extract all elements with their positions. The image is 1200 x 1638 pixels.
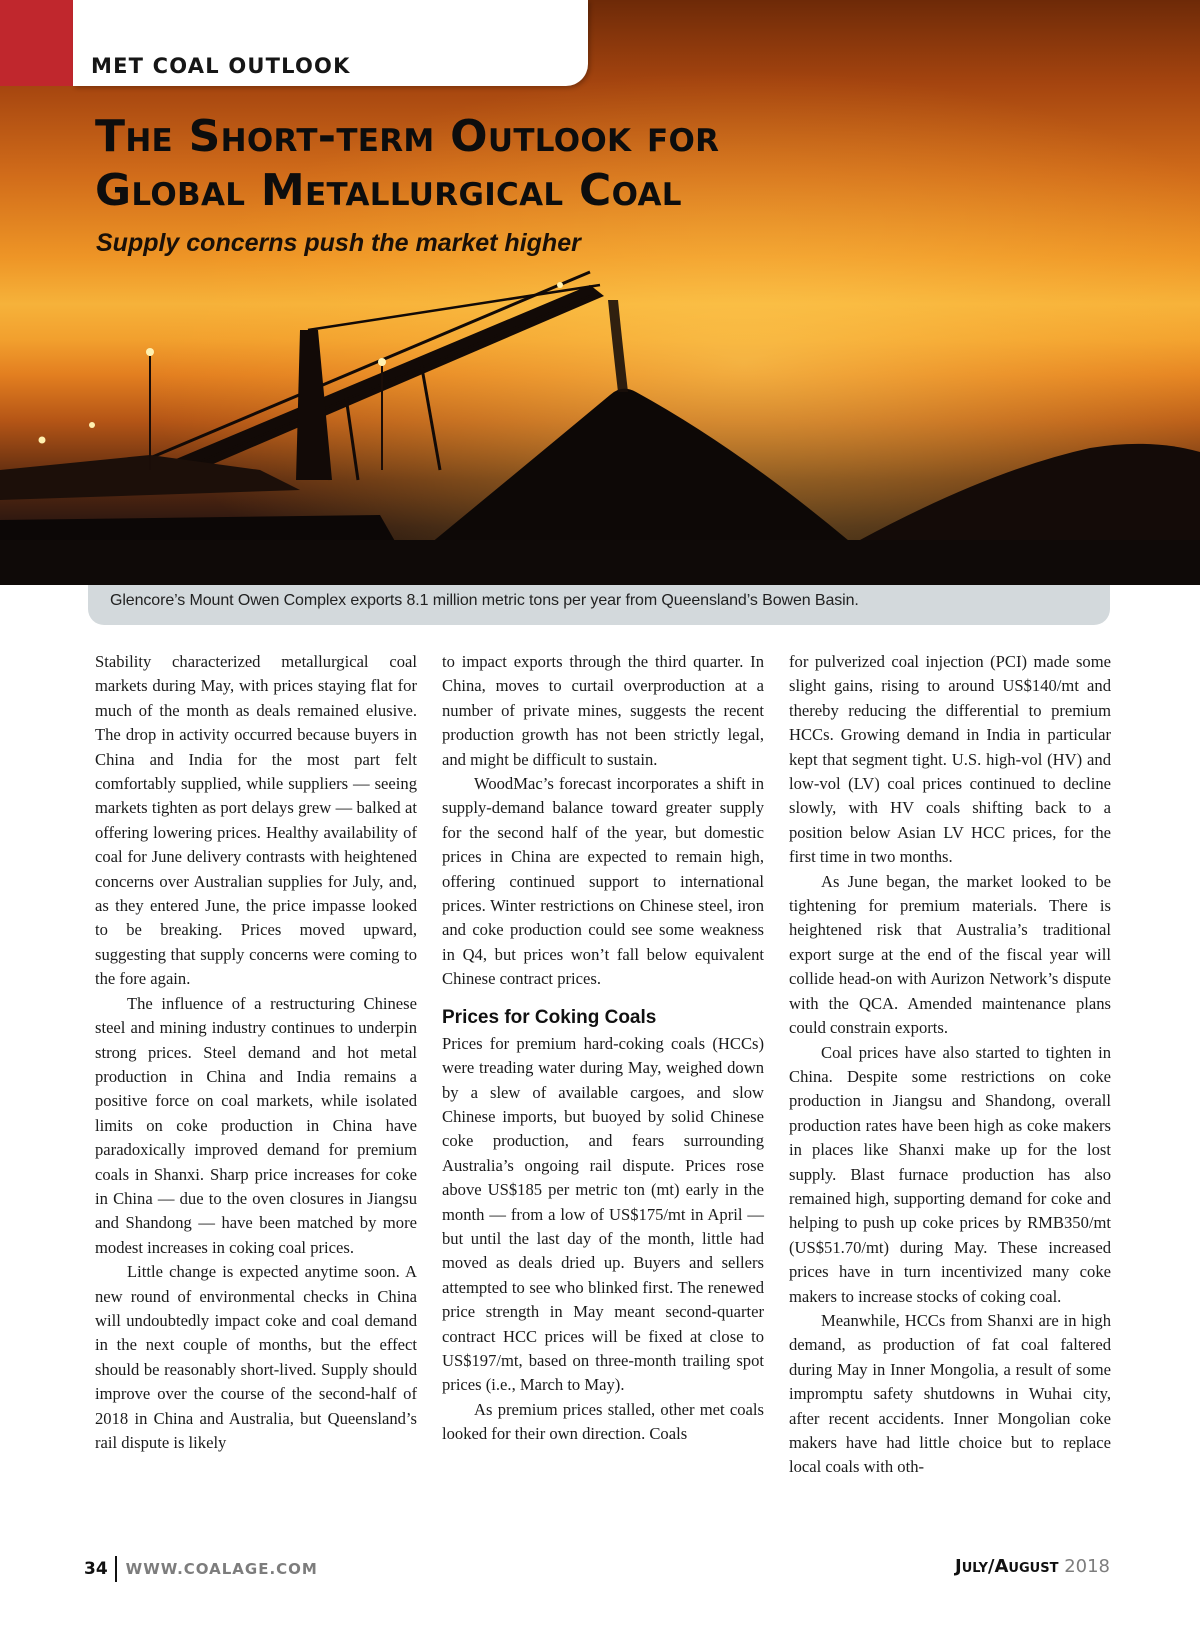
paragraph: The influence of a restructuring Chinese steel and mining industry continues to underpin strong prices. Steel demand and hot metal production in China and India remains a positive force on coal markets, while isolated limits on coke production in China have paradoxically improved demand for premium coals in Shanxi. Sharp price increases for coke in China — due to the oven closures in Jiangsu and Shandong — have been matched by more modest increases in coking coal prices. xyxy=(95,993,417,1257)
article-title: The Short-term Outlook for Global Metallurgical Coal xyxy=(95,111,720,216)
footer-divider xyxy=(115,1556,117,1582)
article-column-1 xyxy=(95,650,417,1455)
page-footer-left xyxy=(84,1556,318,1582)
paragraph: WoodMac’s forecast incorporates a shift in supply-demand balance toward greater supply for the second half of the year, but domestic prices in China are expected to remain high, offering continued support to international prices. Winter restrictions on Chinese steel, iron and coke production could see some weakness in Q4, but prices won’t fall below equivalent Chinese contract prices. xyxy=(442,774,764,989)
article-subtitle: Supply concerns push the market higher xyxy=(96,229,581,257)
section-label: MET COAL OUTLOOK xyxy=(91,54,351,78)
paragraph: Coal prices have also started to tighten in China. Despite some restrictions on coke production in Jiangsu and Shandong, overall production rates have been high as coke makers in places like Shanxi make up for the lost supply. Blast furnace production has also remained high, supporting demand for coke and helping to push up coke prices by RMB350/mt (US$51.70/mt) during May. These increased prices have in turn incentivized many coke makers to increase stocks of coking coal. xyxy=(789,1042,1111,1306)
section-color-tab xyxy=(0,0,73,86)
hero-photo xyxy=(0,0,1200,585)
issue-label: July/August xyxy=(955,1556,1059,1577)
paragraph: Meanwhile, HCCs from Shanxi are in high demand, as production of fat coal faltered during May in Inner Mongolia, a result of some impromptu safety shutdowns in Wuhai city, after recent accidents. Inner Mongolian coke makers have had little choice but to replace local coals with oth- xyxy=(789,1310,1111,1477)
paragraph: Stability characterized metallurgical coal markets during May, with prices staying flat for much of the month as deals remained elusive. The drop in activity occurred because buyers in China and India for the most part felt comfortably supplied, while suppliers — seeing markets tighten as port delays grew — balked at offering lowering prices. Healthy availability of coal for June delivery contrasts with heightened concerns over Australian supplies for July, and, as they entered June, the price impasse looked to be breaking. Prices moved upward, suggesting that supply concerns were coming to the fore again. xyxy=(95,652,417,989)
paragraph: for pulverized coal injection (PCI) made some slight gains, rising to around US$140/mt and thereby reducing the differential to premium HCCs. Growing demand in India in particular kept that segment tight. U.S. high-vol (HV) and low-vol (LV) coal prices continued to decline slowly, with HV coals shifting back to a position below Asian LV HCC prices, for the first time in two months. xyxy=(789,652,1111,867)
paragraph: As premium prices stalled, other met coals looked for their own direction. Coals xyxy=(442,1399,764,1444)
issue-year: 2018 xyxy=(1064,1556,1110,1577)
section-heading: Prices for Coking Coals xyxy=(442,1006,657,1028)
paragraph: Prices for premium hard-coking coals (HCCs) were treading water during May, weighed down by a slew of available cargoes, and slow Chinese imports, but buoyed by solid Chinese coke production, and fears surrounding Australia’s ongoing rail dispute. Prices rose above US$185 per metric ton (mt) early in the month — from a low of US$175/mt in April — but until the last day of the month, little had moved as deals dried up. Buyers and sellers attempted to see who blinked first. The renewed price strength in May meant second-quarter contract HCC prices will be fixed at close to US$197/mt, based on three-month trailing spot prices (i.e., March to May). xyxy=(442,1033,764,1395)
paragraph: to impact exports through the third quarter. In China, moves to curtail overproduction at a number of private mines, suggests the recent production growth has not been strictly legal, and might be difficult to sustain. xyxy=(442,652,764,769)
photo-caption-bar xyxy=(88,585,1110,625)
coal-stockpile-conveyor-illustration xyxy=(0,0,1200,585)
paragraph: As June began, the market looked to be tightening for premium materials. There is heightened risk that Australia’s traditional export surge at the end of the fiscal year will collide head-on with Aurizon Network’s dispute with the QCA. Amended maintenance plans could constrain exports. xyxy=(789,871,1111,1038)
article-column-2 xyxy=(442,650,764,1447)
article-column-3 xyxy=(789,650,1111,1480)
website-link[interactable]: WWW.COALAGE.COM xyxy=(125,1560,318,1578)
page-number: 34 xyxy=(84,1559,108,1579)
photo-caption: Glencore’s Mount Owen Complex exports 8.1 million metric tons per year from Queensland’s Bowen Basin. xyxy=(110,592,859,609)
page-footer-right xyxy=(955,1556,1110,1577)
section-header-tab xyxy=(73,0,588,86)
paragraph: Little change is expected anytime soon. A new round of environmental checks in China will undoubtedly impact coke and coal demand in the next couple of months, but the effect should be reasonably short-lived. Supply should improve over the course of the second-half of 2018 in China and Australia, but Queensland’s rail dispute is likely xyxy=(95,1262,417,1452)
